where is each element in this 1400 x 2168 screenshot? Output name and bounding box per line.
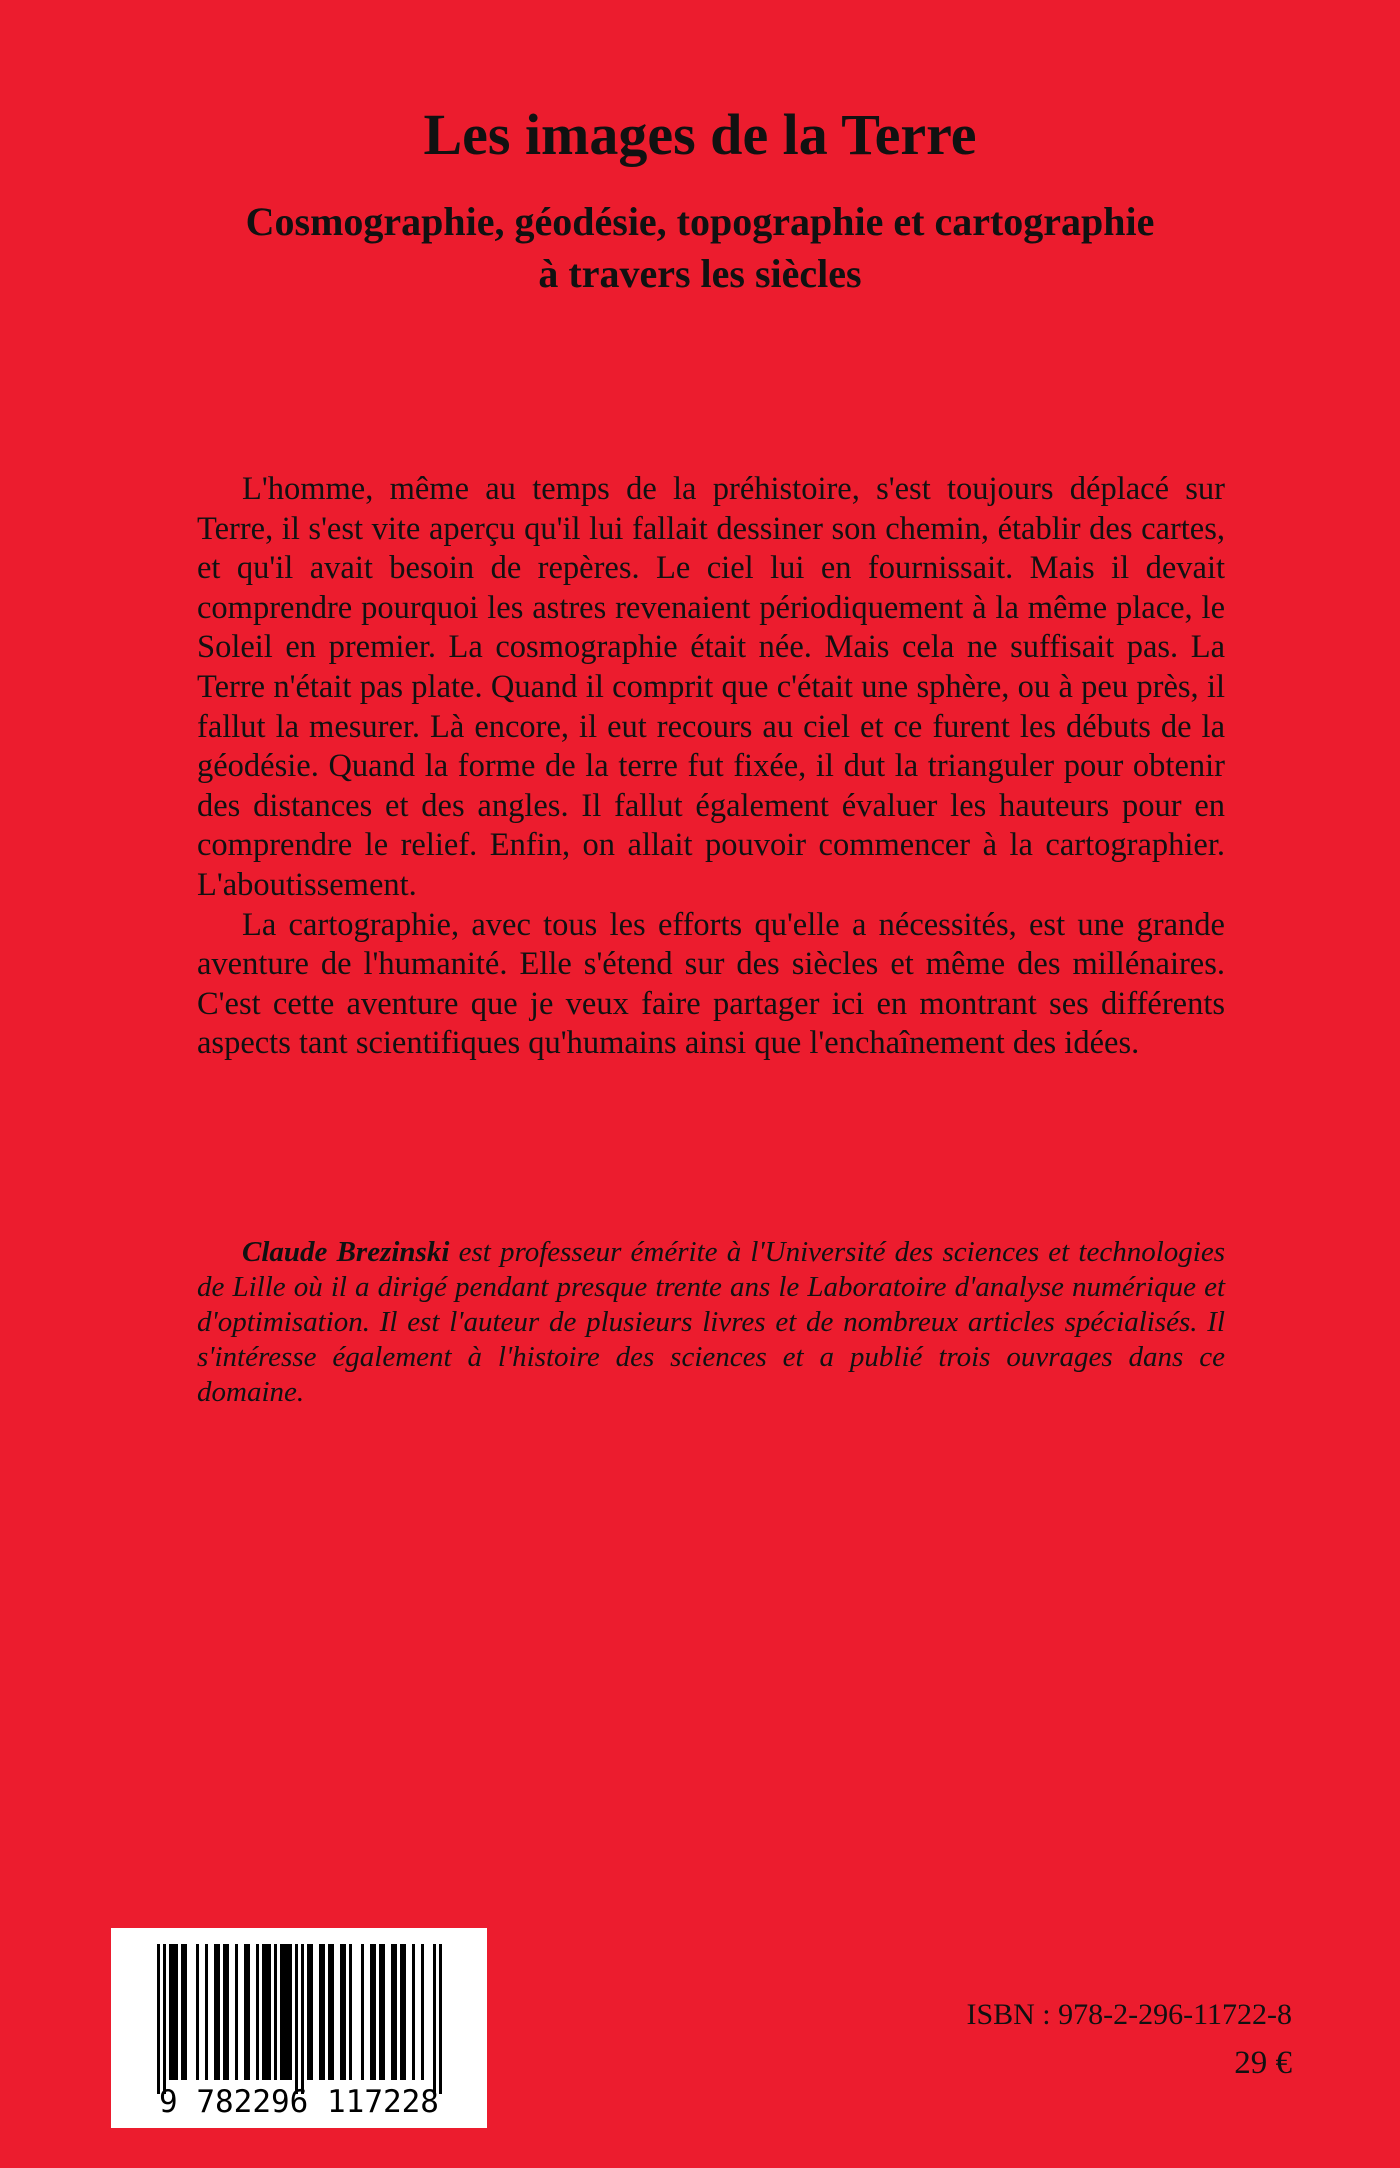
barcode-bar: [244, 1944, 247, 2080]
author-bio-text: est professeur émérite à l'Université des sciences et technologies de Lille où il a dirigé pendant presque trente ans le Laboratoire d'analyse numérique et d'optimisation. Il est l'auteur de plusieurs livres et de nombreux articles spécialisés. Il s'intéresse également à l'histoire des sciences et a publié trois ouvrages dans ce domaine.: [197, 1236, 1225, 1408]
barcode-bar: [196, 1944, 199, 2080]
barcode-bar: [235, 1944, 238, 2080]
barcode-bar: [349, 1944, 352, 2080]
subtitle-line-1: Cosmographie, géodésie, topographie et cartographie: [245, 199, 1155, 244]
barcode-bar: [262, 1944, 265, 2080]
barcode-bar: [403, 1944, 406, 2080]
barcode-bar: [382, 1944, 385, 2080]
barcode-bar: [247, 1944, 250, 2080]
barcode-bar: [217, 1944, 220, 2080]
barcode-bar: [322, 1944, 325, 2080]
barcode-bar: [280, 1944, 283, 2080]
barcode-bar: [286, 1944, 289, 2080]
barcode-bar: [421, 1944, 424, 2080]
barcode-bar: [391, 1944, 394, 2080]
barcode-bar: [172, 1944, 175, 2080]
author-bio: [197, 1235, 1225, 1410]
barcode-bar: [310, 1944, 313, 2080]
barcode-bar: [301, 1944, 304, 2094]
barcode-bar: [283, 1944, 286, 2080]
barcode-bar: [223, 1944, 226, 2080]
isbn-text: ISBN : 978-2-296-11722-8: [966, 1998, 1292, 2031]
barcode-bar: [274, 1944, 277, 2080]
barcode-bar: [205, 1944, 208, 2080]
blurb-paragraph-1: L'homme, même au temps de la préhistoire, s'est toujours déplacé sur Terre, il s'est vite aperçu qu'il lui fallait dessiner son chemin, établir des cartes, et qu'il avait besoin de repères. Le ciel lui en fournissait. Mais il devait comprendre pourquoi les astres revenaient périodiquement à la même place, le Soleil en premier. La cosmographie était née. Mais cela ne suffisait pas. La Terre n'était pas plate. Quand il comprit que c'était une sphère, ou à peu près, il fallut la mesurer. Là encore, il eut recours au ciel et ce furent les débuts de la géodésie. Quand la forme de la terre fut fixée, il dut la trianguler pour obtenir des distances et des angles. Il fallut également évaluer les hauteurs pour en comprendre le relief. Enfin, on allait pouvoir commencer à la cartographier. L'aboutissement.: [197, 471, 1225, 903]
barcode-bar: [373, 1944, 376, 2080]
barcode-bar: [400, 1944, 403, 2080]
barcode: [111, 1928, 487, 2128]
barcode-bar: [175, 1944, 178, 2080]
barcode-bar: [340, 1944, 343, 2080]
barcode-bar: [307, 1944, 310, 2080]
blurb-paragraph-2: La cartographie, avec tous les efforts qu'elle a nécessités, est une grande aventure de l'humanité. Elle s'étend sur des siècles et même des millénaires. C'est cette aventure que je veux faire partager ici en montrant ses différents aspects tant scientifiques qu'humains ainsi que l'enchaînement des idées.: [197, 906, 1225, 1062]
blurb-text: [197, 470, 1225, 1064]
barcode-bar: [157, 1944, 160, 2094]
barcode-bar: [361, 1944, 364, 2080]
barcode-bar: [295, 1944, 298, 2094]
author-name: Claude Brezinski: [242, 1236, 450, 1268]
barcode-bar: [256, 1944, 259, 2080]
barcode-bar: [343, 1944, 346, 2080]
barcode-bar: [169, 1944, 172, 2080]
barcode-bar: [289, 1944, 292, 2080]
barcode-bar: [319, 1944, 322, 2080]
book-subtitle: [0, 196, 1400, 300]
subtitle-line-2: à travers les siècles: [538, 251, 862, 296]
barcode-bar: [265, 1944, 268, 2080]
barcode-bar: [439, 1944, 442, 2094]
barcode-bar: [268, 1944, 271, 2080]
barcode-bar: [226, 1944, 229, 2080]
barcode-bar: [163, 1944, 166, 2094]
barcode-bar: [433, 1944, 436, 2094]
barcode-bar: [412, 1944, 415, 2080]
book-title: Les images de la Terre: [423, 102, 977, 167]
barcode-bar: [379, 1944, 382, 2080]
barcode-bar: [328, 1944, 331, 2080]
barcode-bar: [370, 1944, 373, 2080]
barcode-bar: [214, 1944, 217, 2080]
barcode-bar: [184, 1944, 187, 2080]
price-text: 29 €: [1234, 2045, 1292, 2081]
author-bio-paragraph: [197, 1235, 1225, 1410]
barcode-bar: [181, 1944, 184, 2080]
barcode-bar: [394, 1944, 397, 2080]
barcode-digits: 9 782296 117228: [159, 2084, 439, 2120]
barcode-bar: [331, 1944, 334, 2080]
